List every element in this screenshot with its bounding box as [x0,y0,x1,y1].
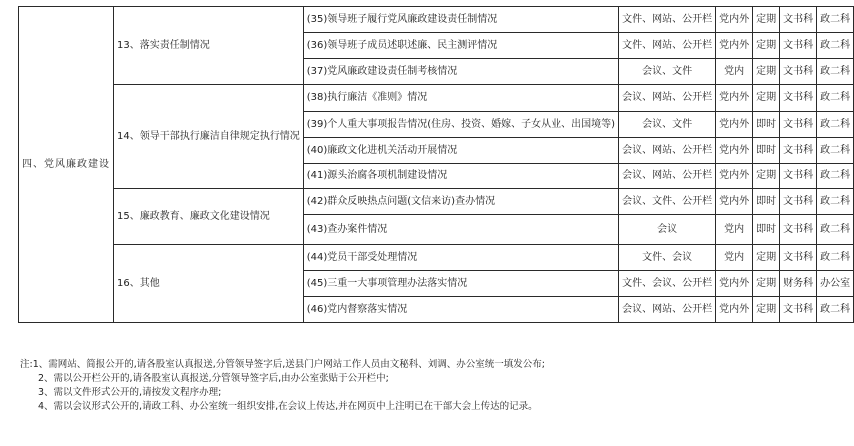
scope-cell: 党内外 [716,297,753,323]
table-row [19,245,854,271]
item-cell: (43)查办案件情况 [303,215,618,245]
responsible-cell: 文书科 [780,7,817,33]
frequency-cell: 定期 [753,85,780,112]
note-line: 注:1、需网站、简报公开的,请各股室认真报送,分管领导签字后,送县门户网站工作人员由文秘科、刘调、办公室统一填发公布; [20,359,546,370]
form-cell: 会议、文件、公开栏 [619,189,716,215]
responsible-cell: 文书科 [780,297,817,323]
note-line: 4、需以会议形式公开的,请政工科、办公室统一组织安排,在会议上传达,并在网页中上注明已在干部大会上传达的记录。 [38,401,538,412]
subcategory-cell: 16、其他 [114,245,304,323]
frequency-cell: 定期 [753,59,780,85]
form-cell: 会议、网站、公开栏 [619,85,716,112]
scope-cell: 党内外 [716,112,753,138]
scope-cell: 党内外 [716,138,753,164]
office-cell: 政二科 [817,85,854,112]
responsible-cell: 文书科 [780,245,817,271]
responsible-cell: 文书科 [780,189,817,215]
scope-cell: 党内外 [716,7,753,33]
form-cell: 文件、会议、公开栏 [619,271,716,297]
form-cell: 会议、文件 [619,112,716,138]
office-cell: 办公室 [817,271,854,297]
item-cell: (41)源头治腐各项机制建设情况 [303,164,618,189]
subcategory-cell: 15、廉政教育、廉政文化建设情况 [114,189,304,245]
frequency-cell: 定期 [753,271,780,297]
office-cell: 政二科 [817,33,854,59]
table-row [19,85,854,112]
frequency-cell: 定期 [753,33,780,59]
scope-cell: 党内外 [716,164,753,189]
item-cell: (42)群众反映热点问题(文信来访)查办情况 [303,189,618,215]
frequency-cell: 即时 [753,138,780,164]
frequency-cell: 即时 [753,112,780,138]
scope-cell: 党内 [716,215,753,245]
item-cell: (38)执行廉洁《准则》情况 [303,85,618,112]
notes-section [20,358,690,414]
item-cell: (36)领导班子成员述职述廉、民主测评情况 [303,33,618,59]
category-cell: 四、党风廉政建设 [19,7,114,323]
office-cell: 政二科 [817,7,854,33]
form-cell: 会议、文件 [619,59,716,85]
form-cell: 文件、网站、公开栏 [619,7,716,33]
scope-cell: 党内外 [716,271,753,297]
item-cell: (35)领导班子履行党风廉政建设责任制情况 [303,7,618,33]
frequency-cell: 即时 [753,189,780,215]
subcategory-cell: 13、落实责任制情况 [114,7,304,85]
disclosure-table [18,6,854,323]
frequency-cell: 定期 [753,297,780,323]
scope-cell: 党内 [716,59,753,85]
office-cell: 政二科 [817,189,854,215]
note-line: 2、需以公开栏公开的,请各股室认真报送,分管领导签字后,由办公室张贴于公开栏中; [38,373,389,384]
frequency-cell: 定期 [753,164,780,189]
scope-cell: 党内外 [716,189,753,215]
office-cell: 政二科 [817,215,854,245]
scope-cell: 党内外 [716,85,753,112]
responsible-cell: 文书科 [780,138,817,164]
note-line: 3、需以文件形式公开的,请按发文程序办理; [38,387,222,398]
subcategory-cell: 14、领导干部执行廉洁自律规定执行情况 [114,85,304,189]
responsible-cell: 文书科 [780,59,817,85]
office-cell: 政二科 [817,245,854,271]
responsible-cell: 文书科 [780,164,817,189]
office-cell: 政二科 [817,164,854,189]
form-cell: 会议、网站、公开栏 [619,297,716,323]
form-cell: 会议、网站、公开栏 [619,164,716,189]
responsible-cell: 财务科 [780,271,817,297]
frequency-cell: 定期 [753,7,780,33]
form-cell: 文件、会议 [619,245,716,271]
responsible-cell: 文书科 [780,33,817,59]
item-cell: (40)廉政文化进机关活动开展情况 [303,138,618,164]
scope-cell: 党内 [716,245,753,271]
scope-cell: 党内外 [716,33,753,59]
office-cell: 政二科 [817,138,854,164]
frequency-cell: 定期 [753,245,780,271]
frequency-cell: 即时 [753,215,780,245]
table-row [19,189,854,215]
form-cell: 文件、网站、公开栏 [619,33,716,59]
responsible-cell: 文书科 [780,85,817,112]
responsible-cell: 文书科 [780,112,817,138]
item-cell: (37)党风廉政建设责任制考核情况 [303,59,618,85]
item-cell: (46)党内督察落实情况 [303,297,618,323]
item-cell: (44)党员干部受处理情况 [303,245,618,271]
item-cell: (45)三重一大事项管理办法落实情况 [303,271,618,297]
table-row [19,7,854,33]
office-cell: 政二科 [817,112,854,138]
office-cell: 政二科 [817,59,854,85]
form-cell: 会议、网站、公开栏 [619,138,716,164]
form-cell: 会议 [619,215,716,245]
office-cell: 政二科 [817,297,854,323]
responsible-cell: 文书科 [780,215,817,245]
item-cell: (39)个人重大事项报告情况(住房、投资、婚嫁、子女从业、出国境等) [303,112,618,138]
